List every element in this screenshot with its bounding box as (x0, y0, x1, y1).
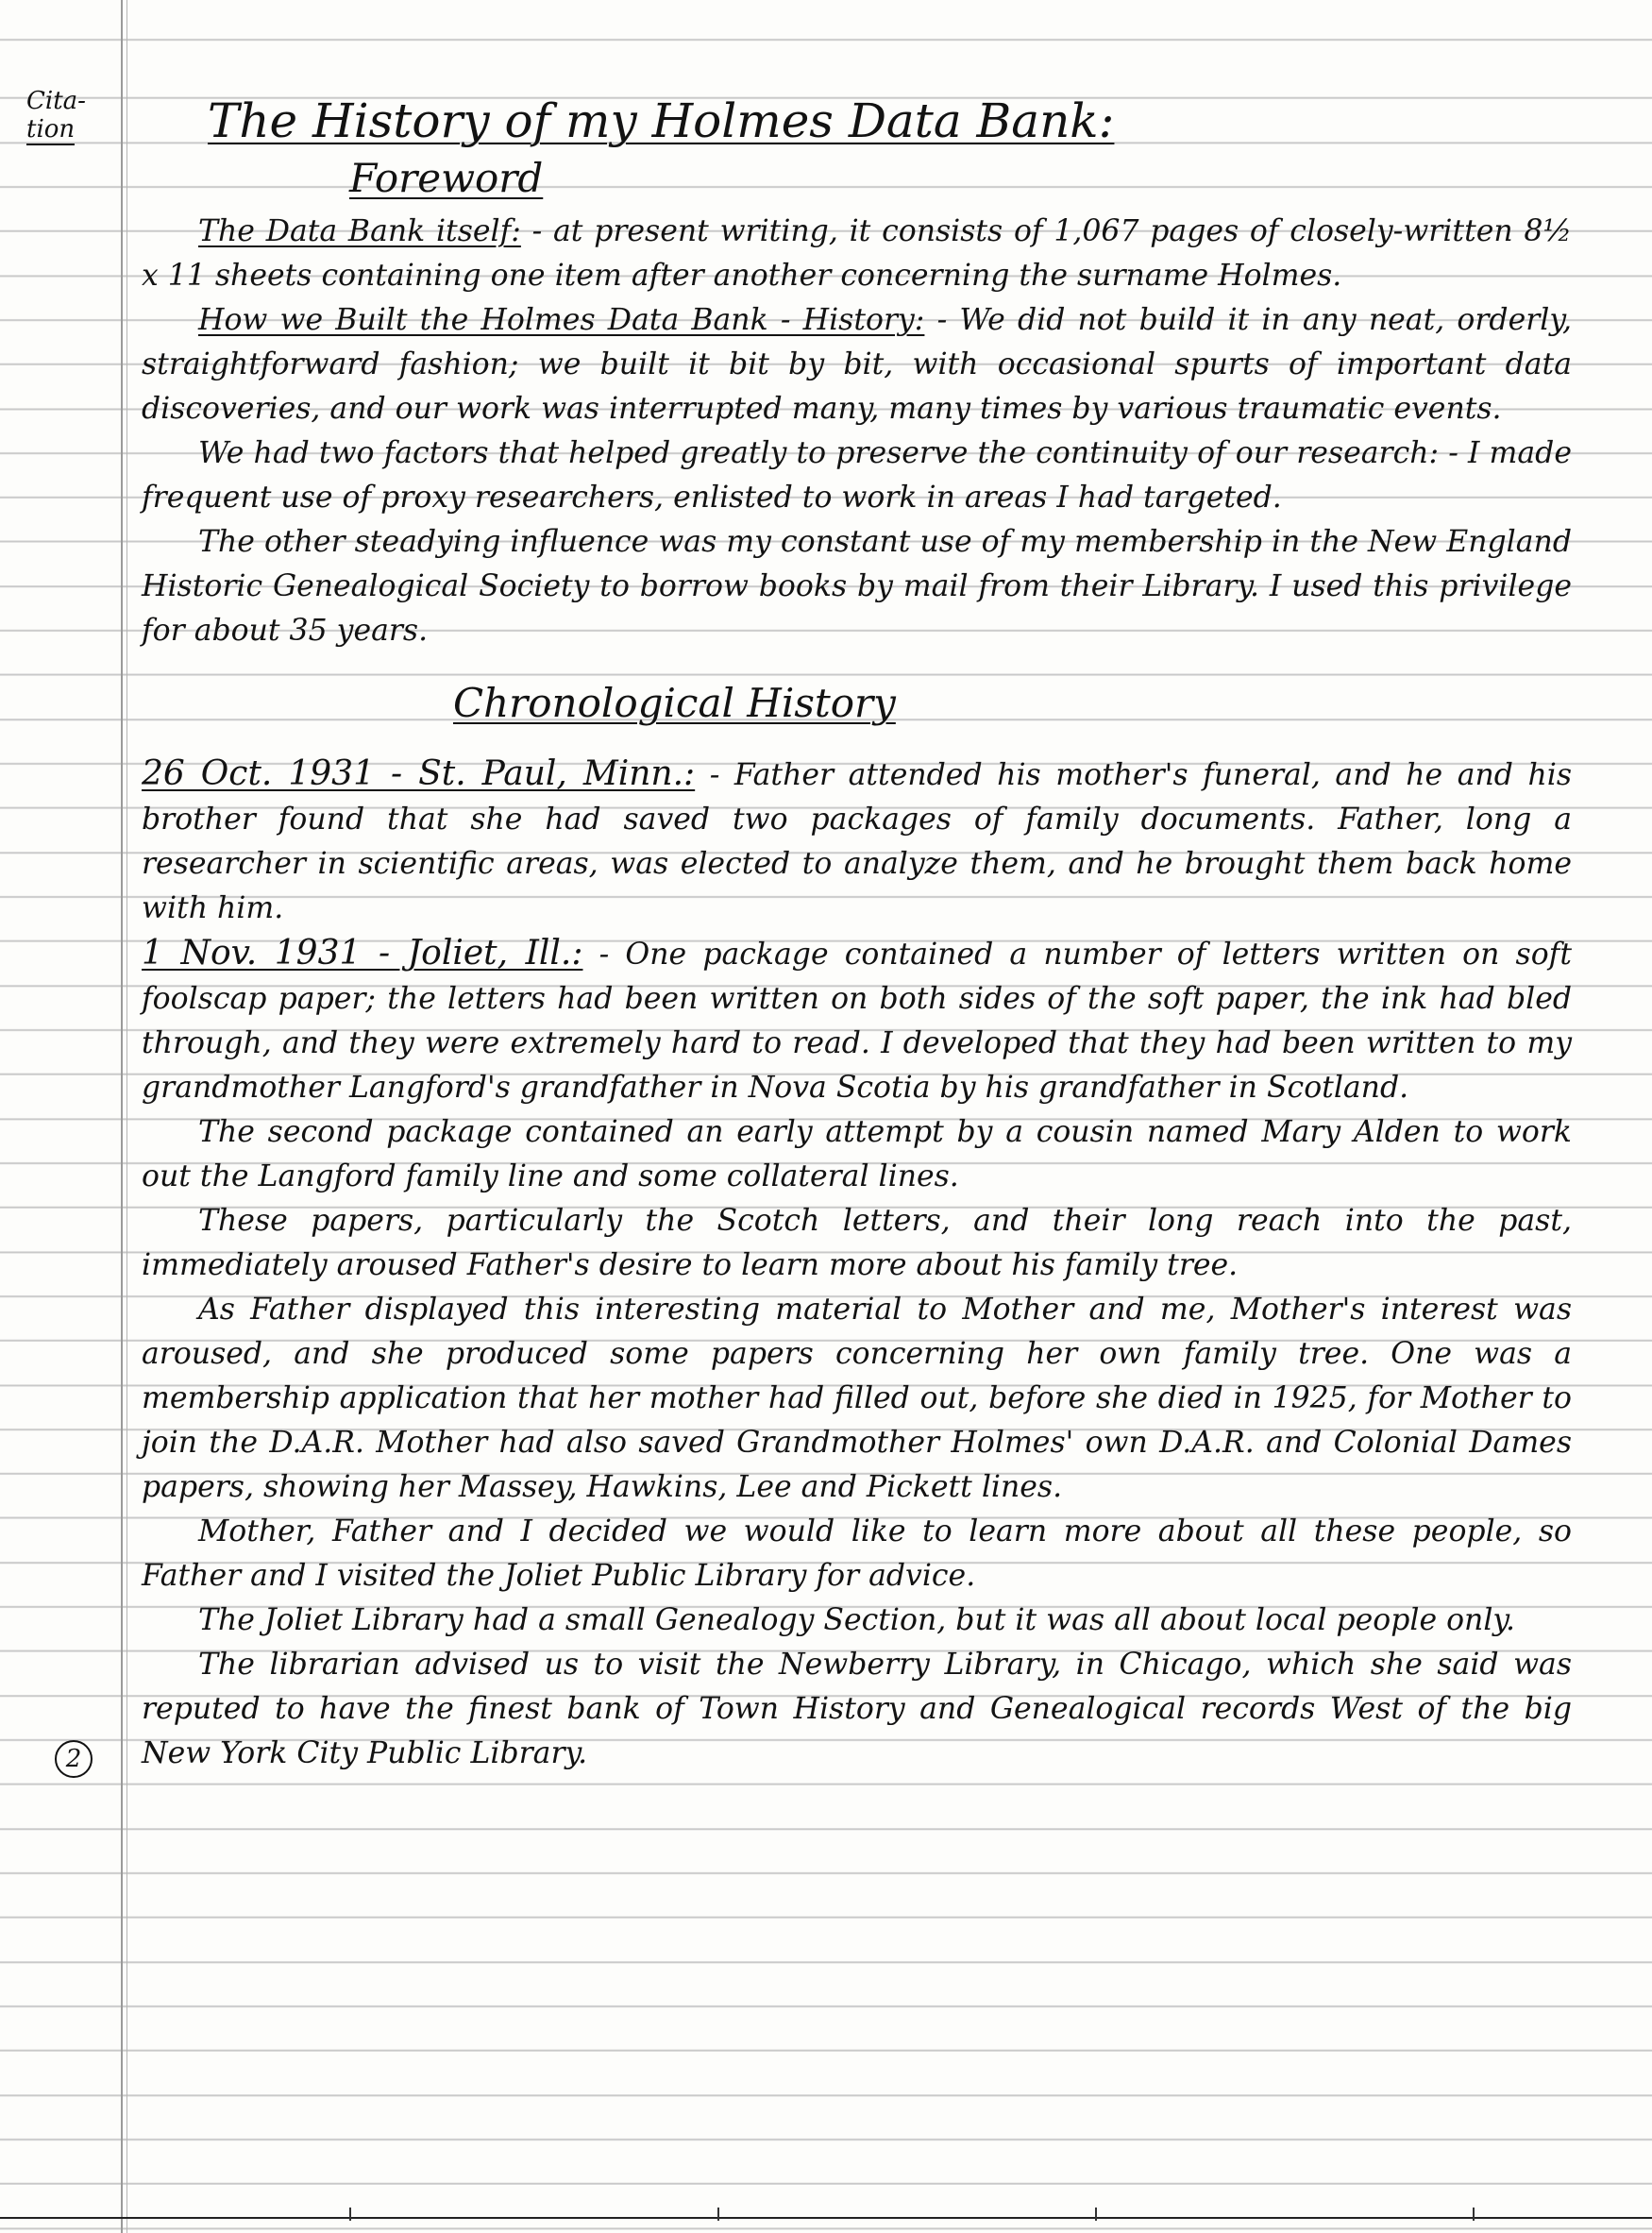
edge-tick (1095, 2208, 1097, 2221)
handwritten-text (142, 94, 1572, 1776)
chronology-entry (142, 752, 1572, 931)
paragraph-text: We had two factors that helped greatly to preserve the continuity of our research: - I made frequent use of proxy researchers, enlisted to work in areas I had targeted. (142, 436, 1572, 515)
foreword-paragraph (142, 431, 1572, 520)
foreword-paragraph (142, 298, 1572, 431)
edge-tick (1473, 2208, 1475, 2221)
chronology-entry (142, 931, 1572, 1110)
edge-tick (717, 2208, 719, 2221)
paragraph-text: The other steadying influence was my constant use of my membership in the New England Historic Genealogical Society to borrow books by mail from their Library. I used this privilege for about 35 years. (142, 525, 1572, 648)
chronology-paragraph: These papers, particularly the Scotch letters, and their long reach into the past, immediately aroused Father's desire to learn more about his family tree. (142, 1204, 1572, 1282)
circled-page-number: 2 (55, 1740, 93, 1778)
entry-text: - One package contained a number of letters written on soft foolscap paper; the letters had been written on both sides of the soft paper, the ink had bled through, and they were extremely hard to read. I developed that they had been written to my grandmother Langford's grandfather in Nova Scotia by his grandfather in Scotland. (142, 938, 1572, 1105)
chronology-paragraph: The librarian advised us to visit the Newberry Library, in Chicago, which she said was reputed to have the finest bank of Town History and Genealogical records West of the big New York City Public Library. (142, 1648, 1572, 1770)
foreword-paragraph (142, 210, 1572, 298)
paragraph-text: - at present writing, it consists of 1,067 pages of closely-written 8½ x 11 sheets containing one item after another concerning the surname Holmes. (142, 214, 1572, 293)
margin-note-line1: Cita- (26, 87, 86, 115)
chronology-paragraph: Mother, Father and I decided we would like to learn more about all these people, so Father and I visited the Joliet Public Library for advice. (142, 1514, 1572, 1593)
edge-tick (349, 2208, 351, 2221)
entry-date: 26 Oct. 1931 - St. Paul, Minn.: (142, 754, 696, 793)
page-bottom-edge (0, 2217, 1652, 2219)
chronological-heading: Chronological History (453, 680, 896, 726)
paragraph-text: - We did not build it in any neat, orderly, straightforward fashion; we built it bit by bit, with occasional spurts of important data discoveries, and our work was interrupted many, many times by various traumatic events. (142, 303, 1572, 426)
margin-line-inner (126, 0, 127, 2233)
margin-note (26, 87, 111, 145)
margin-line (121, 0, 123, 2233)
entry-text: - Father attended his mother's funeral, and he and his brother found that she had saved two packages of family documents. Father, long a researcher in scientific areas, was elected to analyze them, and he brought them back home with him. (142, 758, 1573, 925)
chronology-paragraph: The Joliet Library had a small Genealogy Section, but it was all about local people only. (198, 1603, 1516, 1637)
paragraph-lead: The Data Bank itself: (198, 214, 521, 248)
paragraph-lead: How we Built the Holmes Data Bank - History: (198, 303, 925, 337)
entry-date: 1 Nov. 1931 - Joliet, Ill.: (142, 934, 583, 973)
chronology-paragraph: The second package contained an early attempt by a cousin named Mary Alden to work out the Langford family line and some collateral lines. (142, 1115, 1572, 1193)
chronology-paragraph: As Father displayed this interesting material to Mother and me, Mother's interest was aroused, and she produced some papers concerning her own family tree. One was a membership application that her mother had filled out, before she died in 1925, for Mother to join the D.A.R. Mother had also saved Grandmother Holmes' own D.A.R. and Colonial Dames papers, showing her Massey, Hawkins, Lee and Pickett lines. (142, 1293, 1572, 1504)
page-title: The History of my Holmes Data Bank: (208, 93, 1115, 148)
margin-note-line2: tion (26, 115, 76, 144)
foreword-paragraph (142, 520, 1572, 653)
foreword-heading: Foreword (349, 155, 544, 201)
